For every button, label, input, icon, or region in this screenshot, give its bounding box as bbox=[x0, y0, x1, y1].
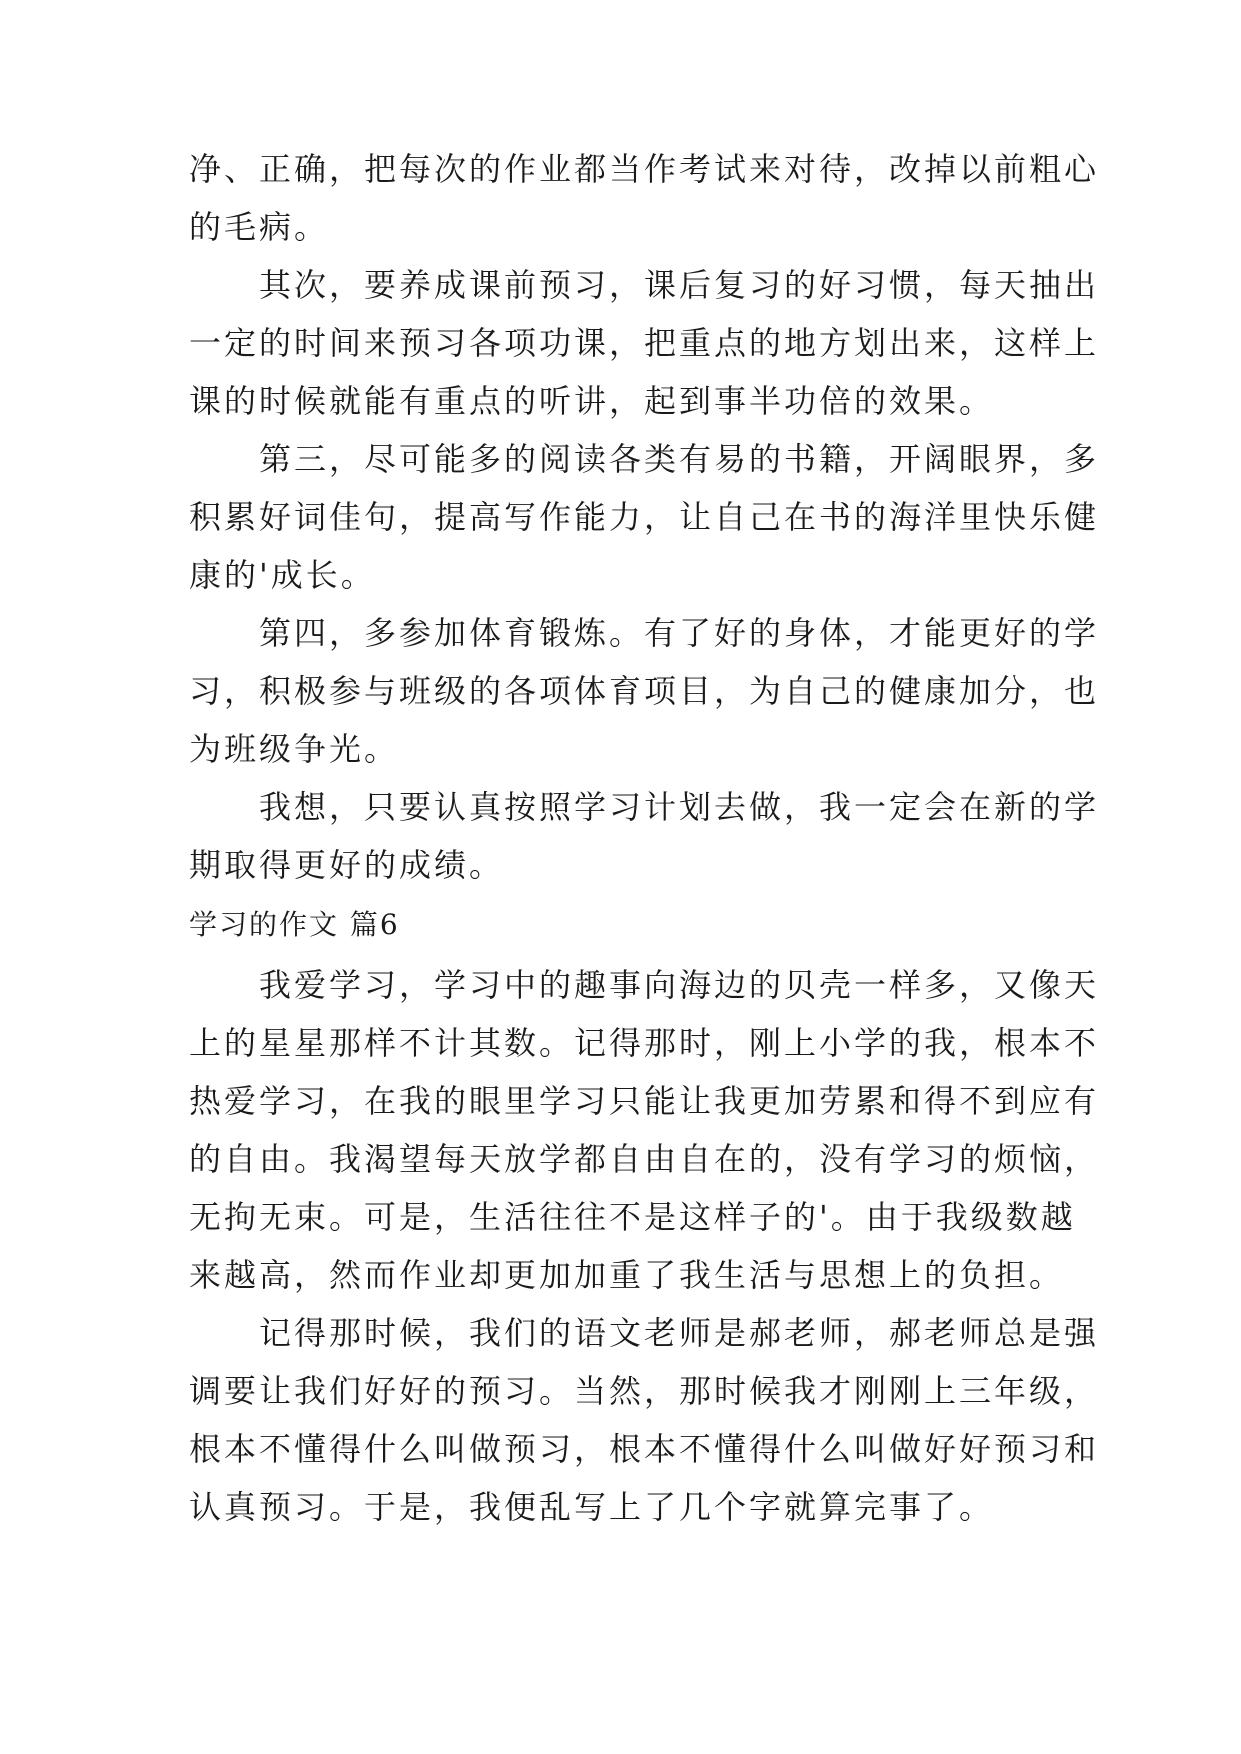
text-line: 习，积极参与班级的各项体育项目，为自己的健康加分，也 bbox=[189, 672, 1100, 710]
text-line: 积累好词佳句，提高写作能力，让自己在书的海洋里快乐健 bbox=[189, 498, 1100, 536]
paragraph bbox=[189, 430, 1100, 604]
text-line: 根本不懂得什么叫做预习，根本不懂得什么叫做好好预习和 bbox=[189, 1430, 1100, 1468]
text-line: 净、正确，把每次的作业都当作考试来对待，改掉以前粗心 bbox=[189, 150, 1100, 188]
text-line: 第三，尽可能多的阅读各类有易的书籍，开阔眼界，多 bbox=[259, 440, 1100, 478]
section-title: 学习的作文 篇6 bbox=[189, 908, 400, 941]
paragraph bbox=[189, 604, 1100, 778]
text-line: 我爱学习，学习中的趣事向海边的贝壳一样多，又像天 bbox=[259, 966, 1100, 1004]
text-line: 第四，多参加体育锻炼。有了好的身体，才能更好的学 bbox=[259, 614, 1100, 652]
document-page bbox=[189, 140, 1100, 1536]
text-line: 无拘无束。可是，生活往往不是这样子的'。由于我级数越 bbox=[189, 1198, 1076, 1236]
text-line: 其次，要养成课前预习，课后复习的好习惯，每天抽出 bbox=[259, 266, 1100, 304]
text-line: 认真预习。于是，我便乱写上了几个字就算完事了。 bbox=[189, 1488, 995, 1526]
text-line: 的自由。我渴望每天放学都自由自在的，没有学习的烦恼， bbox=[189, 1140, 1100, 1178]
text-line: 记得那时候，我们的语文老师是郝老师，郝老师总是强 bbox=[259, 1314, 1100, 1352]
text-line: 我想，只要认真按照学习计划去做，我一定会在新的学 bbox=[259, 788, 1100, 826]
text-line: 康的'成长。 bbox=[189, 556, 376, 594]
paragraph bbox=[189, 1304, 1100, 1536]
paragraph bbox=[189, 778, 1100, 894]
text-line: 为班级争光。 bbox=[189, 730, 400, 768]
paragraph bbox=[189, 140, 1100, 256]
text-line: 期取得更好的成绩。 bbox=[189, 846, 505, 884]
text-line: 调要让我们好好的预习。当然，那时候我才刚刚上三年级， bbox=[189, 1372, 1100, 1410]
text-line: 课的时候就能有重点的听讲，起到事半功倍的效果。 bbox=[189, 382, 995, 420]
text-line: 的毛病。 bbox=[189, 208, 330, 246]
text-line: 来越高，然而作业却更加加重了我生活与思想上的负担。 bbox=[189, 1256, 1065, 1294]
text-line: 一定的时间来预习各项功课，把重点的地方划出来，这样上 bbox=[189, 324, 1100, 362]
text-line: 热爱学习，在我的眼里学习只能让我更加劳累和得不到应有 bbox=[189, 1082, 1100, 1120]
text-line: 上的星星那样不计其数。记得那时，刚上小学的我，根本不 bbox=[189, 1024, 1100, 1062]
paragraph bbox=[189, 256, 1100, 430]
paragraph bbox=[189, 956, 1100, 1304]
